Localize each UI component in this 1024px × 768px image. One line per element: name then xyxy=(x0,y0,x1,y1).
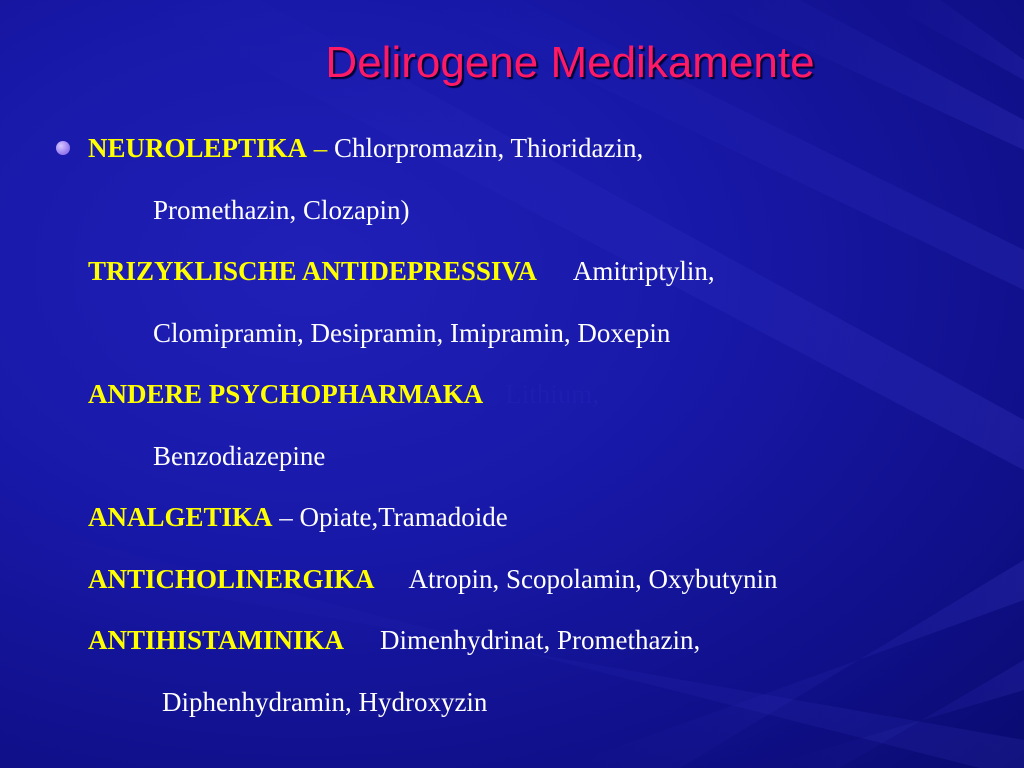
drug-list: Opiate,Tramadoide xyxy=(299,502,508,532)
list-item xyxy=(88,625,700,655)
category-keyword: ANTICHOLINERGIKA xyxy=(88,564,375,594)
drug-list: Promethazin, Clozapin) xyxy=(153,195,410,225)
list-item xyxy=(162,687,487,717)
list-item xyxy=(88,133,643,163)
category-keyword: ANTIHISTAMINIKA xyxy=(88,625,345,655)
drug-list: Diphenhydramin, Hydroxyzin xyxy=(162,687,488,717)
drug-list: Clomipramin, Desipramin, Imipramin, Doxepin xyxy=(153,318,671,348)
category-keyword: ANDERE PSYCHOPHARMAKA xyxy=(88,379,484,409)
category-keyword: ANALGETIKA xyxy=(88,502,273,532)
list-item xyxy=(88,379,599,409)
category-keyword: TRIZYKLISCHE ANTIDEPRESSIVA xyxy=(88,256,537,286)
category-keyword: NEUROLEPTIKA xyxy=(88,133,308,163)
list-item xyxy=(88,564,778,594)
drug-list: Lithium, xyxy=(505,379,599,409)
separator: – xyxy=(307,133,335,163)
slide-title: Delirogene Medikamente xyxy=(325,38,815,87)
drug-list: Benzodiazepine xyxy=(153,441,326,471)
bullet-dot-icon xyxy=(56,141,70,155)
list-item xyxy=(153,195,409,225)
list-item xyxy=(88,502,508,532)
drug-list: Dimenhydrinat, Promethazin, xyxy=(380,625,701,655)
drug-list: Amitriptylin, xyxy=(572,256,715,286)
list-item xyxy=(153,441,325,471)
list-item xyxy=(88,256,715,286)
drug-list: Atropin, Scopolamin, Oxybutynin xyxy=(408,564,778,594)
list-item xyxy=(153,318,670,348)
drug-list: Chlorpromazin, Thioridazin, xyxy=(334,133,644,163)
separator: – xyxy=(272,502,300,532)
